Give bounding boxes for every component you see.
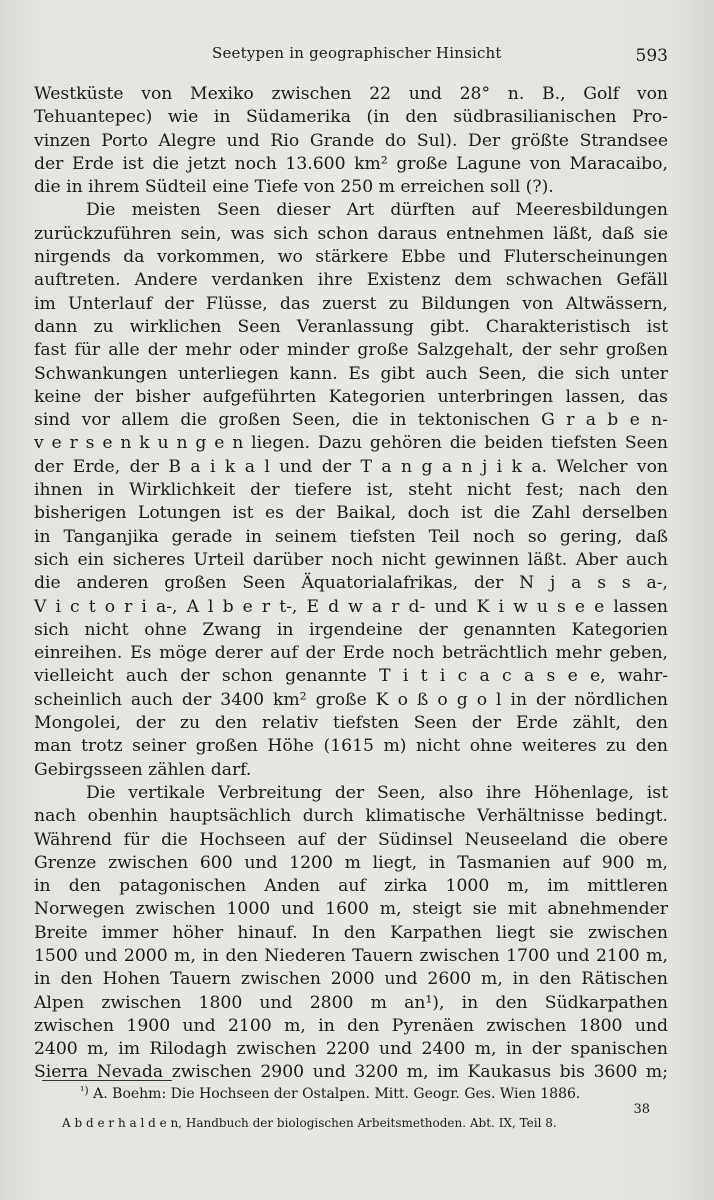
text-line: 1500 und 2000 m, in den Niederen Tauern zwischen 1700 und 2100 m, <box>34 945 668 966</box>
text-line: fast für alle der mehr oder minder große Salzgehalt, der sehr großen <box>34 340 668 361</box>
footnote-marker: ¹) <box>80 1084 89 1097</box>
signature-mark: 38 <box>633 1102 650 1117</box>
text-line: Gebirgsseen zählen darf. <box>34 759 252 780</box>
text-line: 2400 m, im Rilodagh zwischen 2200 und 2400 m, in der spanischen <box>34 1039 668 1060</box>
running-title: Seetypen in geographischer Hinsicht <box>212 44 502 62</box>
text-line: nach obenhin hauptsächlich durch klimatische Verhältnisse bedingt. <box>34 806 668 827</box>
text-line: Tehuantepec) wie in Südamerika (in den südbrasilianischen Pro- <box>34 107 668 128</box>
text-line: scheinlich auch der 3400 km² große K o ß o g o l in der nördlichen <box>34 689 668 710</box>
text-line: der Erde, der B a i k a l und der T a n g a n j i k a. Welcher von <box>34 456 668 477</box>
text-line: vielleicht auch der schon genannte T i t i c a c a s e e, wahr- <box>34 666 668 687</box>
text-line: ihnen in Wirklichkeit der tiefere ist, steht nicht fest; nach den <box>34 480 668 501</box>
text-line: bisherigen Lotungen ist es der Baikal, doch ist die Zahl derselben <box>34 503 668 524</box>
text-line: man trotz seiner großen Höhe (1615 m) nicht ohne weiteres zu den <box>34 736 668 757</box>
text-line: die anderen großen Seen Äquatorialafrikas, der N j a s s a-, <box>34 573 668 594</box>
text-line: Die meisten Seen dieser Art dürften auf Meeresbildungen <box>86 200 668 221</box>
text-line: v e r s e n k u n g e n liegen. Dazu gehören die beiden tiefsten Seen <box>34 433 668 454</box>
text-line: Sierra Nevada zwischen 2900 und 3200 m, im Kaukasus bis 3600 m; <box>34 1062 668 1083</box>
text-line: zwischen 1900 und 2100 m, in den Pyrenäen zwischen 1800 und <box>34 1015 668 1036</box>
text-line: einreihen. Es möge derer auf der Erde noch beträchtlich mehr geben, <box>34 643 668 664</box>
page-imprint <box>62 1102 662 1136</box>
text-line: Mongolei, der zu den relativ tiefsten Seen der Erde zählt, den <box>34 713 668 734</box>
body-text <box>34 83 668 1085</box>
text-line: in den Hohen Tauern zwischen 2000 und 2600 m, in den Rätischen <box>34 969 668 990</box>
text-line: Während für die Hochseen auf der Südinsel Neuseeland die obere <box>34 829 668 850</box>
text-line: Grenze zwischen 600 und 1200 m liegt, in Tasmanien auf 900 m, <box>34 852 668 873</box>
footnote <box>80 1086 640 1102</box>
page-number: 593 <box>635 46 668 66</box>
text-line: sich nicht ohne Zwang in irgendeine der genannten Kategorien <box>34 619 668 640</box>
text-line: Westküste von Mexiko zwischen 22 und 28° n. B., Golf von <box>34 84 668 104</box>
text-line: in den patagonischen Anden auf zirka 1000 m, im mittleren <box>34 876 668 897</box>
text-line: in Tanganjika gerade in seinem tiefsten Teil noch so gering, daß <box>34 526 668 547</box>
text-line: Breite immer höher hinauf. In den Karpathen liegt sie zwischen <box>34 922 668 943</box>
text-line: V i c t o r i a-, A l b e r t-, E d w a r d- und K i w u s e e lassen <box>34 596 668 617</box>
text-line: die in ihrem Südteil eine Tiefe von 250 m erreichen soll (?). <box>34 177 554 198</box>
text-line: Die vertikale Verbreitung der Seen, also ihre Höhenlage, ist <box>86 782 668 803</box>
page-header <box>0 44 714 68</box>
text-line: nirgends da vorkommen, wo stärkere Ebbe und Fluterscheinungen <box>34 247 668 268</box>
imprint-text: A b d e r h a l d e n, Handbuch der biologischen Arbeitsmethoden. Abt. IX, Teil 8. <box>62 1116 557 1130</box>
footnote-text: A. Boehm: Die Hochseen der Ostalpen. Mitt. Geogr. Ges. Wien 1886. <box>93 1086 581 1102</box>
text-line: dann zu wirklichen Seen Veranlassung gibt. Charakteristisch ist <box>34 316 668 337</box>
text-line: der Erde ist die jetzt noch 13.600 km² große Lagune von Maracaibo, <box>34 153 668 174</box>
text-line: sind vor allem die großen Seen, die in tektonischen G r a b e n- <box>34 410 668 431</box>
text-line: Norwegen zwischen 1000 und 1600 m, steigt sie mit abnehmender <box>34 899 668 920</box>
text-line: Schwankungen unterliegen kann. Es gibt auch Seen, die sich unter <box>34 363 668 384</box>
text-line: keine der bisher aufgeführten Kategorien unterbringen lassen, das <box>34 386 668 407</box>
footnote-divider <box>42 1080 172 1081</box>
text-line: im Unterlauf der Flüsse, das zuerst zu Bildungen von Altwässern, <box>34 293 668 314</box>
text-line: vinzen Porto Alegre und Rio Grande do Sul). Der größte Strandsee <box>34 130 668 151</box>
text-line: auftreten. Andere verdanken ihre Existenz dem schwachen Gefäll <box>34 270 668 291</box>
text-line: sich ein sicheres Urteil darüber noch nicht gewinnen läßt. Aber auch <box>34 549 668 570</box>
text-line: zurückzuführen sein, was sich schon daraus entnehmen läßt, daß sie <box>34 223 668 244</box>
text-line: Alpen zwischen 1800 und 2800 m an¹), in den Südkarpathen <box>34 992 668 1013</box>
